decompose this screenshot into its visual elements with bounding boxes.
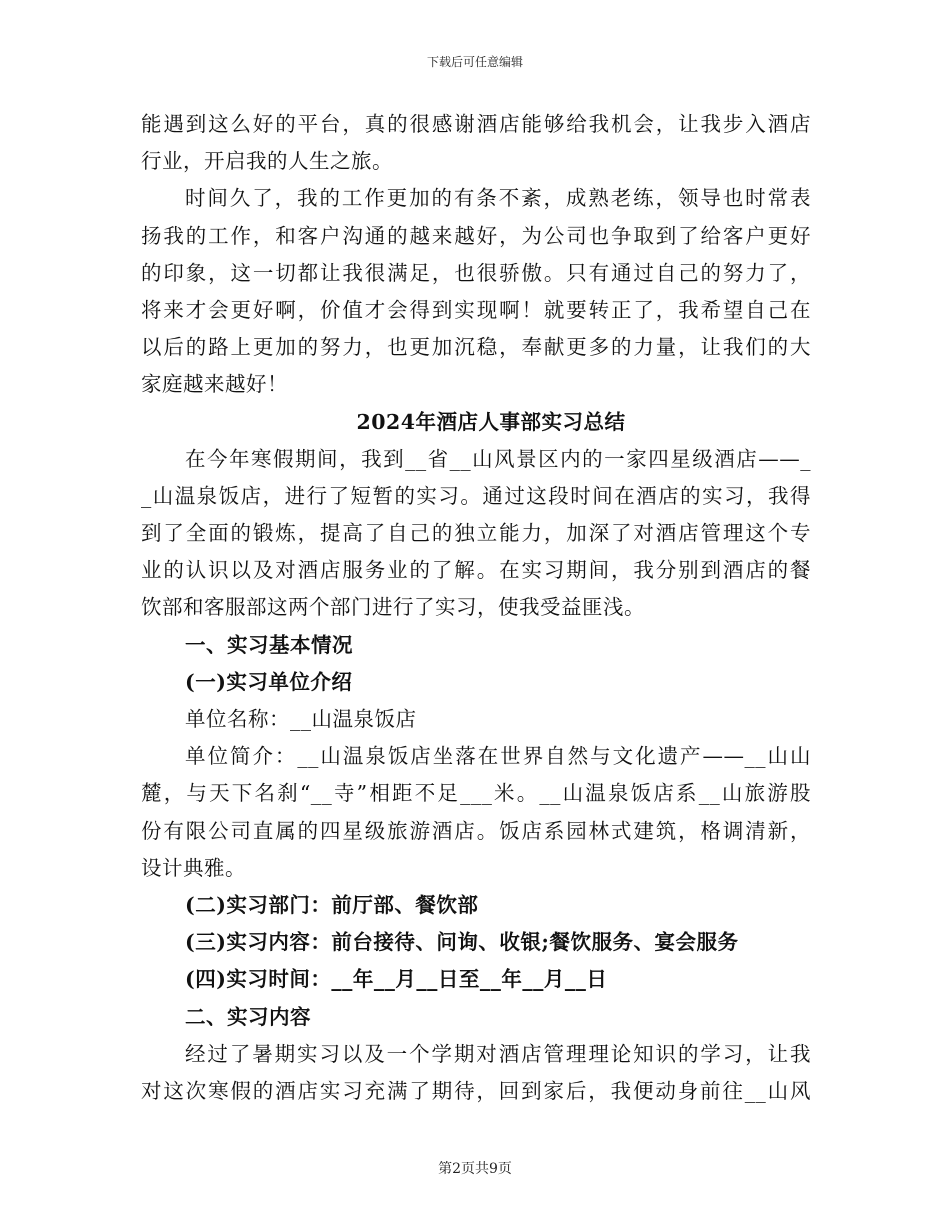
text-line: 家庭越来越好！	[141, 372, 288, 397]
text-line: 经过了暑期实习以及一个学期对酒店管理理论知识的学习，让我	[185, 1041, 811, 1066]
text-line: 行业，开启我的人生之旅。	[141, 149, 393, 174]
text-line: 份有限公司直属的四星级旅游酒店。饭店系园林式建筑，格调清新，	[141, 818, 811, 843]
text-line: (二)实习部门：前厅部、餐饮部	[185, 892, 479, 917]
text-line: 2024年酒店人事部实习总结	[356, 409, 626, 434]
document-body	[141, 106, 811, 1110]
text-line: 一、实习基本情况	[185, 632, 353, 657]
text-line: 业的认识以及对酒店服务业的了解。在实习期间，我分别到酒店的餐	[141, 558, 811, 583]
page-footer: 第2页共9页	[438, 1161, 512, 1177]
text-line: 扬我的工作，和客户沟通的越来越好，为公司也争取到了给客户更好	[141, 223, 811, 248]
page-header: 下载后可任意编辑	[426, 55, 523, 69]
text-line: (三)实习内容：前台接待、问询、收银;餐饮服务、宴会服务	[185, 930, 739, 955]
text-line: 时间久了，我的工作更加的有条不紊，成熟老练，领导也时常表	[185, 186, 811, 211]
text-line: 的印象，这一切都让我很满足，也很骄傲。只有通过自己的努力了，	[141, 260, 811, 285]
text-line: 以后的路上更加的努力，也更加沉稳，奉献更多的力量，让我们的大	[141, 335, 811, 360]
text-line: 单位简介：__山温泉饭店坐落在世界自然与文化遗产——__山山	[185, 744, 811, 769]
text-line: 饮部和客服部这两个部门进行了实习，使我受益匪浅。	[141, 595, 645, 620]
text-line: 到了全面的锻炼，提高了自己的独立能力，加深了对酒店管理这个专	[141, 521, 811, 546]
text-line: (一)实习单位介绍	[185, 669, 353, 694]
text-line: 对这次寒假的酒店实习充满了期待，回到家后，我便动身前往__山风	[141, 1078, 811, 1103]
text-line: 单位名称：__山温泉饭店	[185, 707, 417, 731]
text-line: 设计典雅。	[141, 855, 246, 880]
text-line: _山温泉饭店，进行了短暂的实习。通过这段时间在酒店的实习，我得	[141, 483, 811, 508]
text-line: 将来才会更好啊，价值才会得到实现啊！就要转正了，我希望自己在	[141, 297, 811, 322]
text-line: 麓，与天下名刹“__寺”相距不足___米。__山温泉饭店系__山旅游股	[141, 781, 811, 806]
text-line: 在今年寒假期间，我到__省__山风景区内的一家四星级酒店——_	[185, 446, 811, 471]
text-line: 能遇到这么好的平台，真的很感谢酒店能够给我机会，让我步入酒店	[141, 112, 811, 136]
text-line: 二、实习内容	[185, 1004, 311, 1029]
text-line: (四)实习时间：__年__月__日至__年__月__日	[185, 967, 608, 992]
